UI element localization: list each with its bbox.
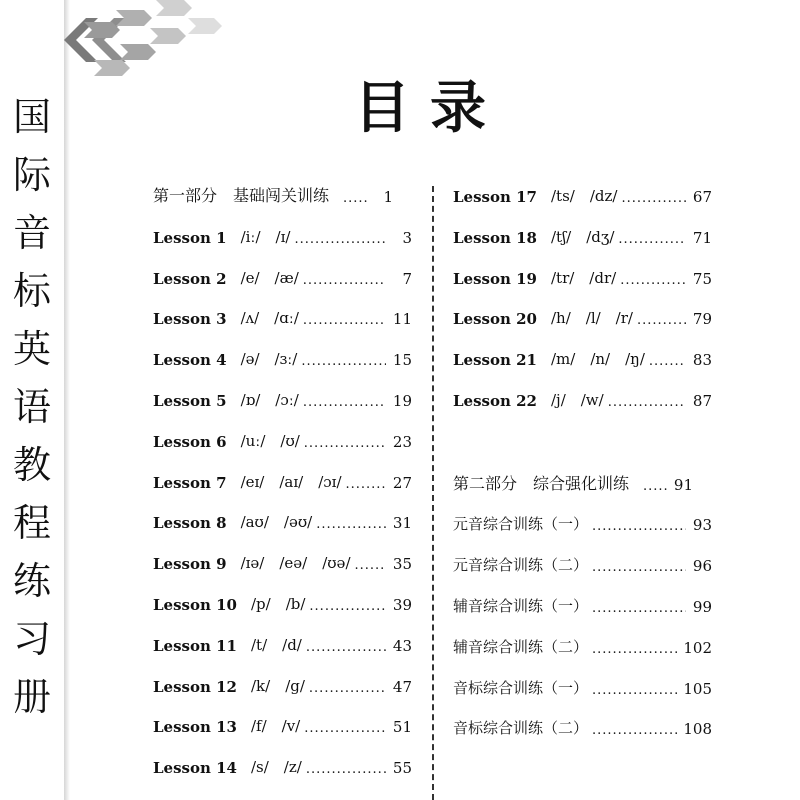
section-title: 第二部分 综合强化训练 <box>453 473 630 493</box>
dot-leader <box>303 270 386 288</box>
book-title-char: 程 <box>12 501 51 545</box>
dot-leader <box>649 351 686 369</box>
lesson-phonemes: /f/ /v/ <box>251 717 301 736</box>
lesson-name: Lesson 7 <box>153 473 227 492</box>
toc-entry-row[interactable] <box>453 182 712 206</box>
page-number: 27 <box>392 473 412 492</box>
dot-leader <box>355 555 387 573</box>
toc-entry-row[interactable] <box>453 551 712 575</box>
lesson-phonemes: /tr/ /dr/ <box>551 268 617 287</box>
dot-leader <box>592 557 686 575</box>
lesson-name: Lesson 21 <box>453 351 537 370</box>
toc-entry-row[interactable] <box>453 264 712 288</box>
toc-entry-row[interactable] <box>453 674 712 698</box>
page-number: 11 <box>392 310 412 329</box>
page-number: 99 <box>692 598 712 617</box>
dot-leader <box>304 433 386 451</box>
lesson-phonemes: /iː/ /ɪ/ <box>240 227 291 246</box>
page-number: 35 <box>392 555 412 574</box>
page-number: 15 <box>392 351 412 370</box>
toc-entry-row[interactable] <box>153 468 412 492</box>
dot-leader <box>303 392 386 410</box>
lesson-name: Lesson 11 <box>153 636 237 655</box>
item-title: 音标综合训练（二） <box>453 719 589 738</box>
page-number: 93 <box>692 516 712 535</box>
lesson-name: Lesson 3 <box>153 310 227 329</box>
page-number: 83 <box>692 351 712 370</box>
toc-entry-row[interactable] <box>153 753 412 777</box>
lesson-phonemes: /ɪə/ /eə/ /ʊə/ <box>240 554 351 573</box>
lesson-name: Lesson 17 <box>453 188 537 206</box>
toc-entry-row[interactable] <box>153 549 412 573</box>
dot-leader <box>643 476 667 494</box>
page-number: 23 <box>392 432 412 451</box>
item-title: 元音综合训练（一） <box>453 515 589 534</box>
toc-entry-row[interactable] <box>453 223 712 247</box>
lesson-name: Lesson 22 <box>453 392 537 410</box>
lesson-name: Lesson 14 <box>153 759 237 778</box>
dot-leader <box>309 596 386 614</box>
toc-entry-row[interactable] <box>153 631 412 655</box>
toc-section-row[interactable] <box>153 182 412 206</box>
page-number: 75 <box>692 269 712 288</box>
lesson-name: Lesson 19 <box>453 269 537 288</box>
lesson-phonemes: /ɒ/ /ɔː/ <box>240 391 299 409</box>
page-number: 7 <box>402 269 412 288</box>
toc-entry-row[interactable] <box>153 264 412 288</box>
dot-leader <box>592 680 679 698</box>
page-number: 47 <box>392 677 412 696</box>
toc-entry-row[interactable] <box>153 223 412 247</box>
lesson-phonemes: /t/ /d/ <box>251 635 302 654</box>
page-title: 目录 <box>354 75 506 141</box>
lesson-phonemes: /k/ /g/ <box>251 676 305 695</box>
lesson-phonemes: /m/ /n/ /ŋ/ <box>551 350 645 369</box>
lesson-name: Lesson 18 <box>453 228 537 247</box>
lesson-name: Lesson 1 <box>153 228 227 247</box>
dot-leader <box>304 718 386 736</box>
toc-entry-row[interactable] <box>453 386 712 410</box>
dot-leader <box>592 516 686 534</box>
page-number: 79 <box>692 310 712 329</box>
page-number: 102 <box>683 638 712 657</box>
toc-entry-row[interactable] <box>153 386 412 410</box>
page-number: 3 <box>402 228 412 247</box>
item-title: 辅音综合训练（二） <box>453 637 589 656</box>
section-title: 第一部分 基础闯关训练 <box>153 186 330 205</box>
book-title-char: 教 <box>12 443 51 487</box>
dot-leader <box>309 678 386 696</box>
page-number: 51 <box>392 718 412 737</box>
dot-leader <box>301 351 386 369</box>
lesson-name: Lesson 13 <box>153 718 237 737</box>
book-title-char: 国 <box>12 95 51 139</box>
book-title-char: 际 <box>12 153 51 197</box>
page-number: 87 <box>692 392 712 410</box>
lesson-phonemes: /s/ /z/ <box>251 758 302 777</box>
page-number: 67 <box>692 188 712 206</box>
toc-entry-row[interactable] <box>453 592 712 616</box>
dot-leader <box>620 270 686 288</box>
item-title: 音标综合训练（一） <box>453 678 589 697</box>
lesson-phonemes: /p/ /b/ <box>251 595 306 613</box>
toc-entry-row[interactable] <box>453 510 712 534</box>
book-title-char: 练 <box>12 559 51 603</box>
lesson-phonemes: /j/ /w/ <box>551 391 604 409</box>
dot-leader <box>592 720 679 738</box>
toc-entry-row[interactable] <box>153 712 412 736</box>
page-number: 1 <box>383 188 394 206</box>
lesson-name: Lesson 8 <box>153 514 227 533</box>
page-number: 31 <box>392 514 412 533</box>
side-strip-shadow <box>64 0 70 800</box>
dot-leader <box>608 392 686 410</box>
toc-entry-row[interactable] <box>453 304 712 328</box>
dot-leader <box>306 759 386 777</box>
dot-leader <box>316 514 386 532</box>
lesson-name: Lesson 2 <box>153 269 227 288</box>
lesson-phonemes: /ə/ /ɜː/ <box>240 350 298 369</box>
page-number: 96 <box>692 557 712 576</box>
dot-leader <box>346 474 387 492</box>
lesson-name: Lesson 10 <box>153 596 237 614</box>
lesson-phonemes: /uː/ /ʊ/ <box>240 431 300 450</box>
page-number: 19 <box>392 392 412 410</box>
book-title-char: 标 <box>12 269 51 313</box>
lesson-name: Lesson 20 <box>453 310 537 329</box>
item-title: 辅音综合训练（一） <box>453 597 589 616</box>
book-title-vertical <box>10 88 54 726</box>
dot-leader <box>592 598 686 616</box>
dot-leader <box>621 188 686 206</box>
toc-entry-row[interactable] <box>153 345 412 369</box>
side-strip <box>0 0 64 800</box>
item-title: 元音综合训练（二） <box>453 556 589 575</box>
lesson-phonemes: /e/ /æ/ <box>240 268 299 287</box>
toc-entry-row[interactable] <box>153 672 412 696</box>
lesson-name: Lesson 6 <box>153 432 227 451</box>
lesson-name: Lesson 5 <box>153 392 227 410</box>
toc-entry-row[interactable] <box>453 714 712 738</box>
dot-leader <box>637 310 686 328</box>
toc-entry-row[interactable] <box>453 633 712 657</box>
toc-entry-row[interactable] <box>453 345 712 369</box>
book-title-char: 册 <box>12 675 51 719</box>
lesson-phonemes: /h/ /l/ /r/ <box>551 309 633 328</box>
toc-entry-row[interactable] <box>153 508 412 532</box>
page-number: 39 <box>392 596 412 614</box>
lesson-name: Lesson 4 <box>153 351 227 370</box>
dot-leader <box>343 188 367 206</box>
page-number: 91 <box>673 475 694 494</box>
lesson-phonemes: /eɪ/ /aɪ/ /ɔɪ/ <box>240 472 342 491</box>
lesson-phonemes: /tʃ/ /dʒ/ <box>551 227 615 246</box>
dot-leader <box>306 637 386 655</box>
lesson-phonemes: /ʌ/ /ɑː/ <box>240 309 299 328</box>
lesson-phonemes: /ts/ /dz/ <box>551 187 618 205</box>
arrows-decoration-icon <box>64 0 234 100</box>
page-number: 55 <box>392 759 412 778</box>
toc-entry-row[interactable] <box>153 304 412 328</box>
book-title-char: 音 <box>12 211 51 255</box>
book-title-char: 英 <box>12 327 51 371</box>
dot-leader <box>618 229 686 247</box>
lesson-name: Lesson 9 <box>153 555 227 574</box>
book-title-char: 语 <box>12 385 51 429</box>
page-number: 105 <box>683 679 712 698</box>
book-title-char: 习 <box>12 617 51 661</box>
toc-entry-row[interactable] <box>153 427 412 451</box>
dot-leader <box>592 639 679 657</box>
toc-entry-row[interactable] <box>153 590 412 614</box>
column-divider <box>432 186 434 800</box>
page-number: 108 <box>683 720 712 739</box>
page-number: 43 <box>392 636 412 655</box>
lesson-phonemes: /aʊ/ /əʊ/ <box>240 513 313 532</box>
toc-section-row[interactable] <box>453 470 712 494</box>
dot-leader <box>303 310 386 328</box>
lesson-name: Lesson 12 <box>153 677 237 696</box>
page-number: 71 <box>692 228 712 247</box>
dot-leader <box>294 229 386 247</box>
